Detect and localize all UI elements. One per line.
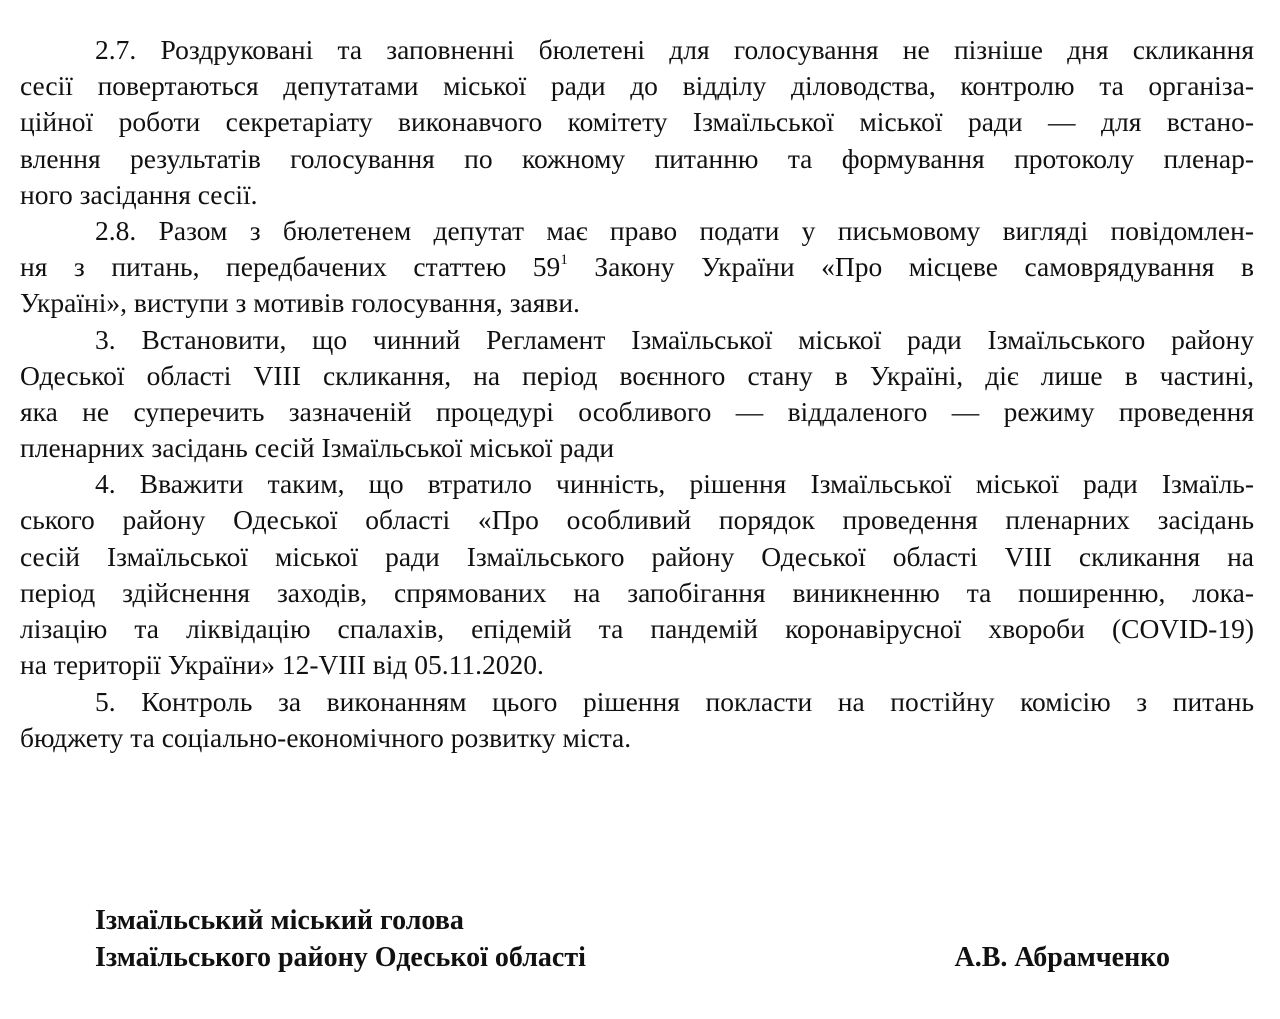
text-line: лізацію та ліквідацію спалахів, епідемій та пандемій коронавірусної хвороби (COVID-19) (20, 613, 1254, 644)
text-line: 2.7. Роздруковані та заповненні бюлетені для голосування не пізніше дня скликання (95, 34, 1254, 65)
text-fragment: Закону України «Про місцеве самоврядування в (567, 251, 1254, 283)
paragraph-2-7 (20, 32, 1254, 213)
text-line: пленарних засідань сесій Ізмаїльської міської ради (20, 432, 615, 464)
text-line: ського району Одеської області «Про особливий порядок проведення пленарних засідань (20, 504, 1254, 536)
signature-row-2 (95, 939, 1170, 976)
paragraph-3 (20, 322, 1254, 467)
text-line: сесії повертаються депутатами міської ради до відділу діловодства, контролю та організа- (20, 70, 1254, 102)
text-line: 5. Контроль за виконанням цього рішення покласти на постійну комісію з питань (95, 686, 1254, 717)
text-line: 4. Вважити таким, що втратило чинність, рішення Ізмаїльської міської ради Ізмаїль- (95, 468, 1254, 500)
text-line: ного засідання сесії. (20, 178, 258, 210)
paragraph-4 (20, 466, 1254, 683)
text-line: період здійснення заходів, спрямованих на запобігання виникненню та поширенню, лока- (20, 576, 1254, 608)
signature-block (95, 902, 1170, 976)
text-line: на території України» 12-VIII від 05.11.2020. (20, 649, 544, 681)
text-line: 2.8. Разом з бюлетенем депутат має право подати у письмовому вигляді повідомлен- (95, 214, 1254, 246)
text-line: яка не суперечить зазначеній процедурі особливого — віддаленого — режиму проведення (20, 395, 1254, 427)
text-line: сесій Ізмаїльської міської ради Ізмаїльського району Одеської області VIII скликання на (20, 540, 1254, 572)
text-fragment: ня з питань, передбачених статтею 59 (20, 251, 561, 283)
superscript: 1 (560, 252, 568, 269)
signatory-title-line-1: Ізмаїльський міський голова (95, 905, 464, 936)
paragraph-2-8 (20, 213, 1254, 322)
signature-row-1 (95, 902, 1170, 939)
text-line: 3. Встановити, що чинний Регламент Ізмаїльської міської ради Ізмаїльського району (95, 323, 1254, 355)
text-line: влення результатів голосування по кожному питанню та формування протоколу пленар- (20, 142, 1254, 174)
text-line: ційної роботи секретаріату виконавчого комітету Ізмаїльської міської ради — для встано- (20, 106, 1254, 138)
signatory-title-line-2: Ізмаїльського району Одеської області (95, 942, 586, 973)
text-line: бюджету та соціально-економічного розвитку міста. (20, 722, 632, 754)
text-line (20, 249, 1254, 285)
paragraph-5 (20, 684, 1254, 756)
text-line: Україні», виступи з мотивів голосування, заяви. (20, 287, 580, 319)
text-line: Одеської області VIII скликання, на період воєнного стану в Україні, діє лише в частині, (20, 359, 1254, 391)
signatory-name: А.В. Абрамченко (954, 942, 1170, 973)
document-body (20, 32, 1254, 683)
